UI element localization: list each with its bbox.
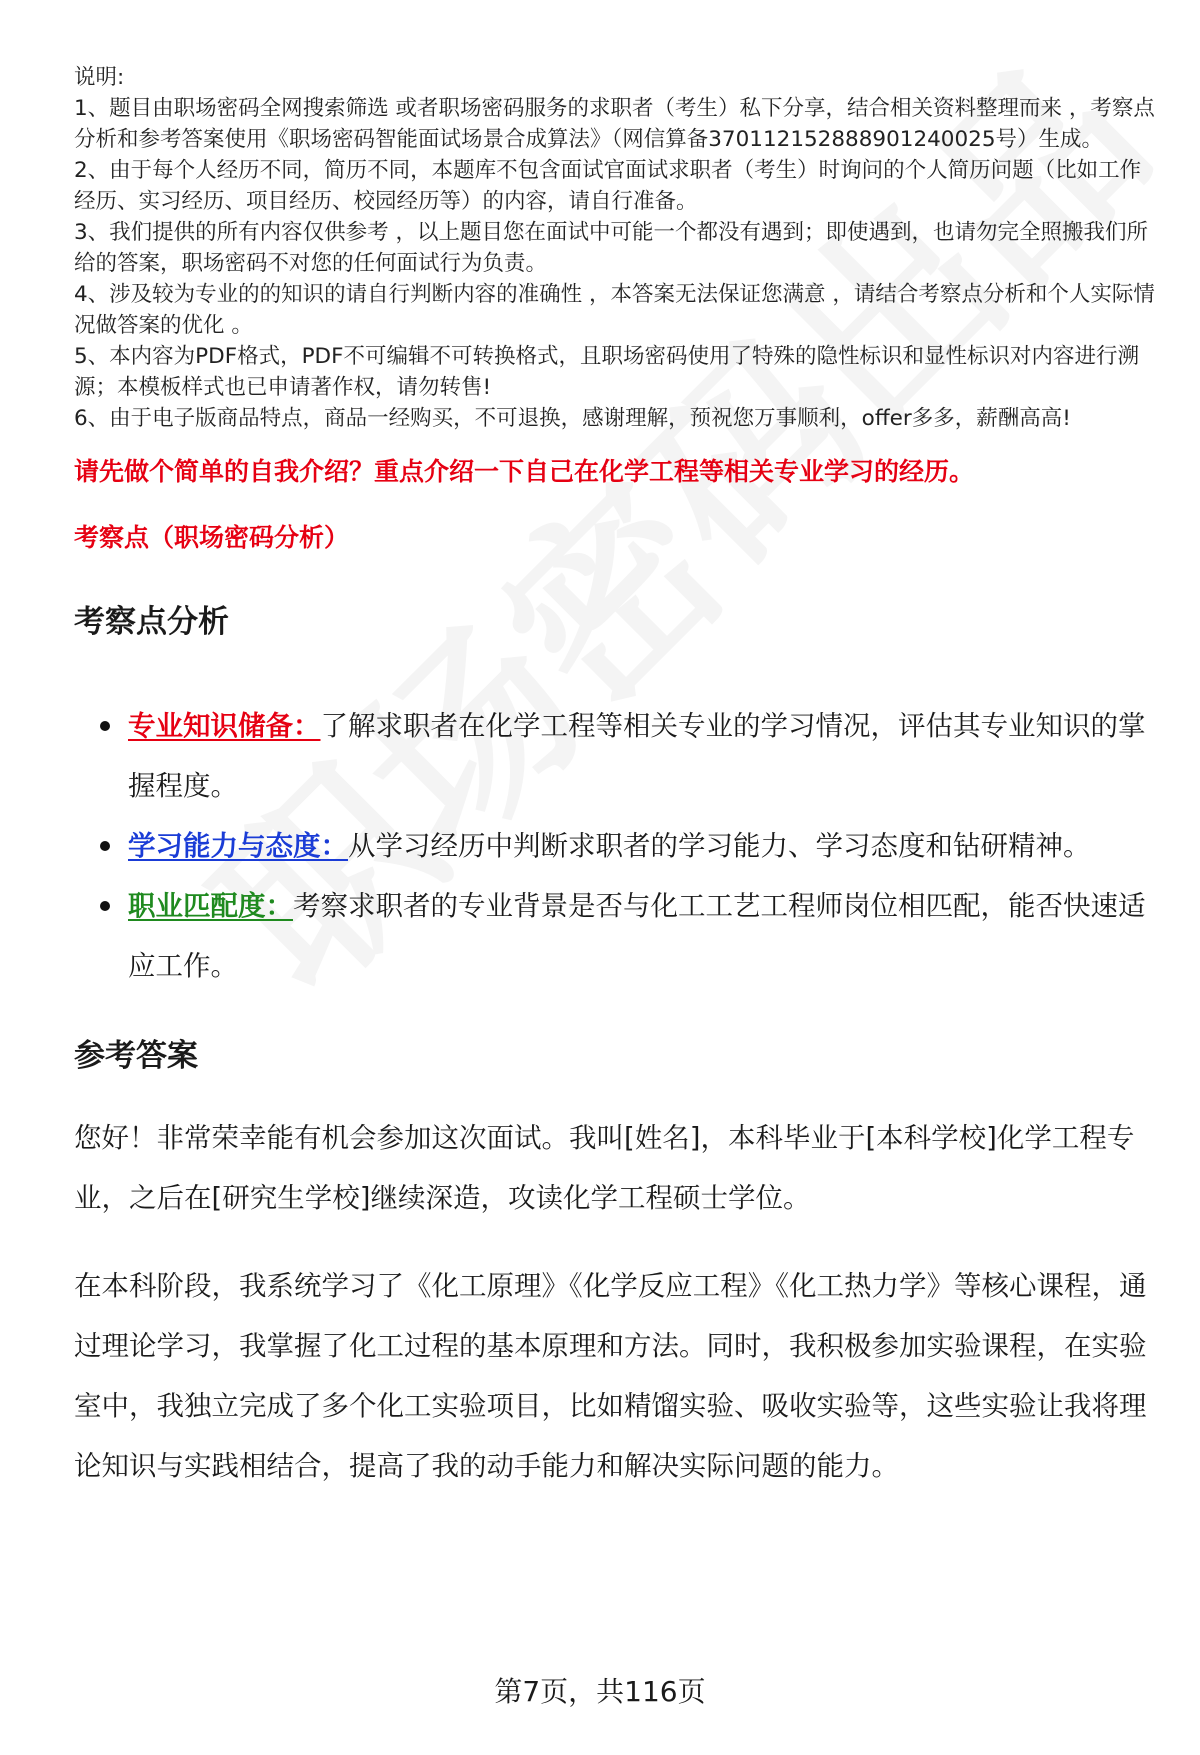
analysis-point [74, 876, 1160, 996]
interview-question: 请先做个简单的自我介绍？重点介绍一下自己在化学工程等相关专业学习的经历。 [74, 457, 975, 486]
answer-paragraph: 在本科阶段，我系统学习了《化工原理》《化学反应工程》《化工热力学》等核心课程，通过理论学习，我掌握了化工过程的基本原理和方法。同时，我积极参加实验课程，在实验室中，我独立完成了多个化工实验项目，比如精馏实验、吸收实验等，这些实验让我将理论知识与实践相结合，提高了我的动手能力和解决实际问题的能力。 [74, 1270, 1147, 1482]
point-keyword: 学习能力与态度： [128, 830, 348, 862]
notice-block [74, 62, 1160, 434]
answer-title: 参考答案 [74, 1038, 198, 1074]
focus-label: 考察点（职场密码分析） [74, 523, 350, 552]
point-text: 从学习经历中判断求职者的学习能力、学习态度和钻研精神。 [348, 830, 1091, 862]
notice-heading: 说明: [74, 65, 125, 90]
notice-line: 3、我们提供的所有内容仅供参考 ，以上题目您在面试中可能一个都没有遇到；即使遇到，也请勿完全照搬我们所给的答案，职场密码不对您的任何面试行为负责。 [74, 220, 1149, 276]
notice-line: 4、涉及较为专业的的知识的请自行判断内容的准确性 ，本答案无法保证您满意 ，请结合考察点分析和个人实际情况做答案的优化 。 [74, 282, 1155, 338]
analysis-point [74, 696, 1160, 816]
point-text: 了解求职者在化学工程等相关专业的学习情况，评估其专业知识的掌握程度。 [128, 710, 1146, 802]
bullet-icon [100, 841, 110, 851]
notice-line: 6、由于电子版商品特点，商品一经购买，不可退换，感谢理解，预祝您万事顺利，offer多多，薪酬高高! [74, 406, 1071, 431]
document-page [74, 62, 1160, 1496]
analysis-title: 考察点分析 [74, 604, 229, 640]
answer-body [74, 1108, 1160, 1496]
answer-paragraph: 您好！非常荣幸能有机会参加这次面试。我叫[姓名]，本科毕业于[本科学校]化学工程专业，之后在[研究生学校]继续深造，攻读化学工程硕士学位。 [74, 1122, 1135, 1214]
notice-line: 1、题目由职场密码全网搜索筛选 或者职场密码服务的求职者（考生）私下分享，结合相关资料整理而来 ，考察点分析和参考答案使用《职场密码智能面试场景合成算法》（网信算备370112152888901240025号）生成。 [74, 96, 1155, 152]
analysis-points [74, 696, 1160, 996]
bullet-icon [100, 901, 110, 911]
point-text: 考察求职者的专业背景是否与化工工艺工程师岗位相匹配，能否快速适应工作。 [128, 890, 1146, 982]
point-keyword: 专业知识储备： [128, 710, 321, 742]
notice-line: 2、由于每个人经历不同，简历不同，本题库不包含面试官面试求职者（考生）时询问的个人简历问题（比如工作经历、实习经历、项目经历、校园经历等）的内容，请自行准备。 [74, 158, 1142, 214]
point-keyword: 职业匹配度： [128, 890, 293, 922]
bullet-icon [100, 721, 110, 731]
notice-line: 5、本内容为PDF格式，PDF不可编辑不可转换格式，且职场密码使用了特殊的隐性标识和显性标识对内容进行溯源；本模板样式也已申请著作权，请勿转售! [74, 344, 1139, 400]
analysis-point [74, 816, 1160, 876]
page-number: 第7页，共116页 [494, 1675, 706, 1708]
